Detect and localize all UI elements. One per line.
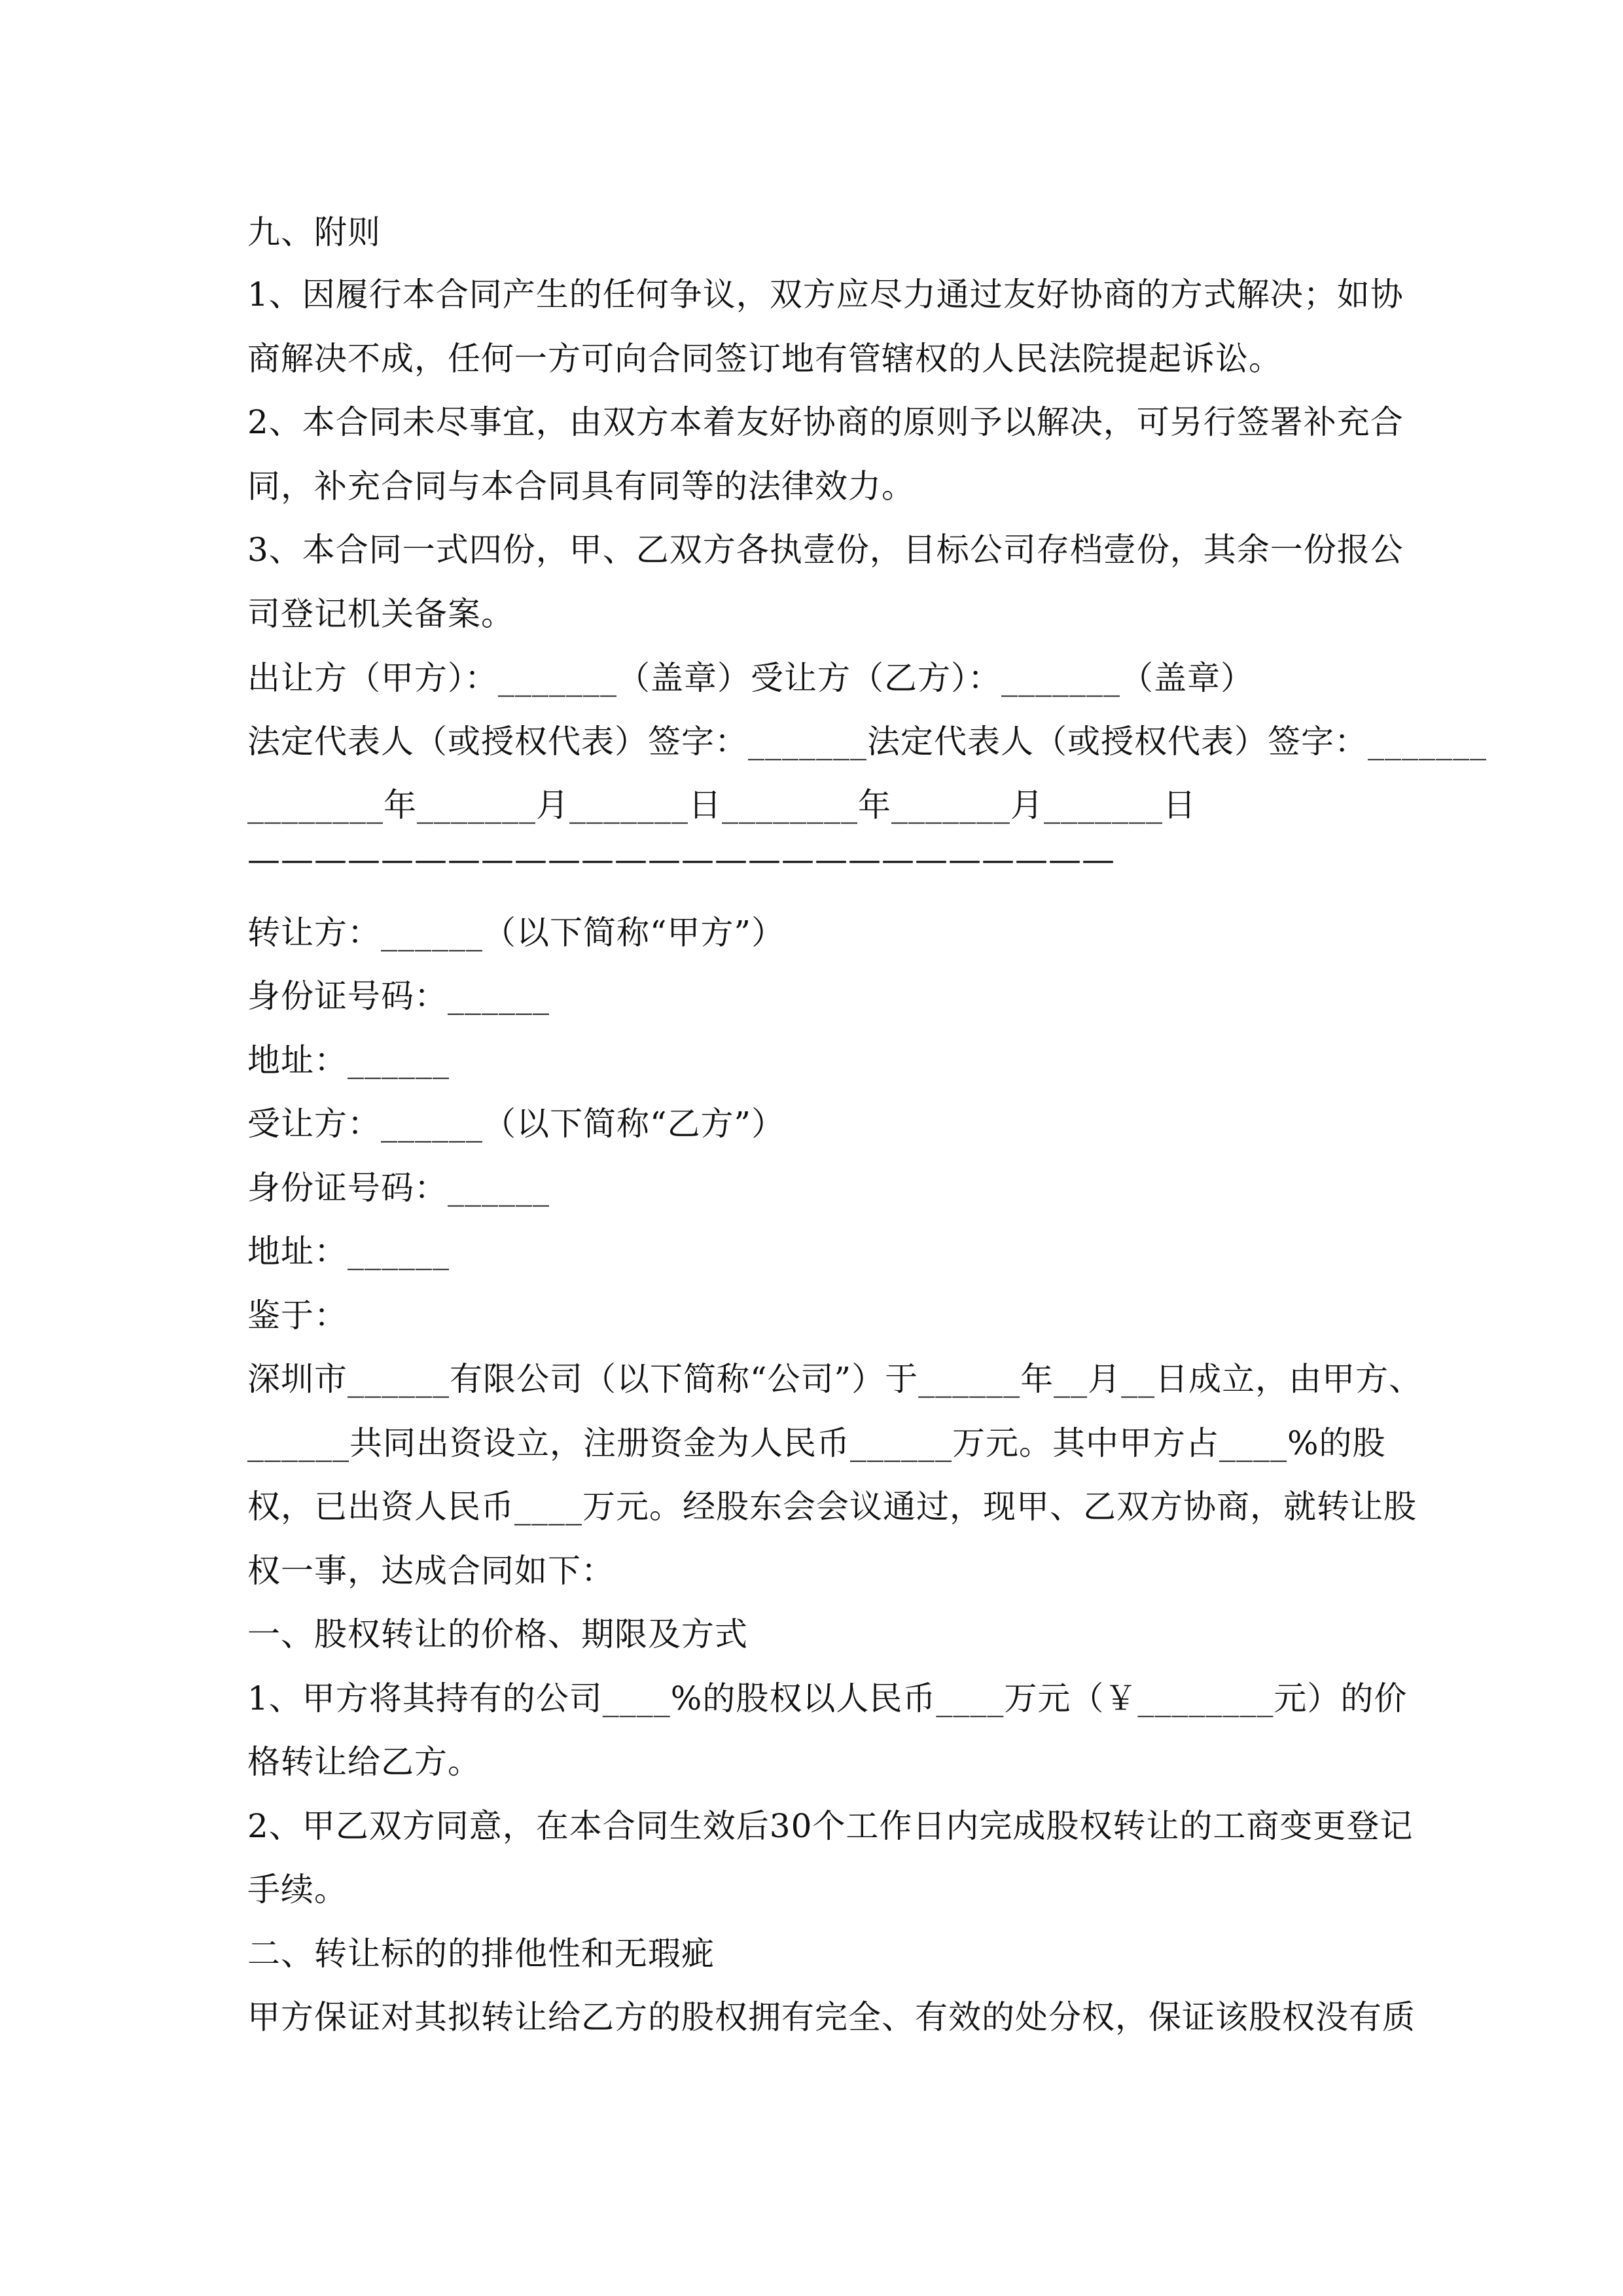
party-a-address: 地址：______ (247, 1041, 450, 1079)
party-b-address: 地址：______ (247, 1232, 450, 1270)
paragraph-line: 1、因履行本合同产生的任何争议，双方应尽力通过友好协商的方式解决；如协 (247, 276, 1404, 314)
party-a-name: 转让方：______（以下简称“甲方”） (247, 914, 785, 952)
separator-line: —————————————————————————— (247, 840, 1115, 878)
party-a-id-number: 身份证号码：______ (247, 977, 550, 1015)
paragraph-line: 司登记机关备案。 (247, 595, 514, 633)
paragraph-line: 权，已出资人民币____万元。经股东会会议通过，现甲、乙双方协商，就转让股 (247, 1488, 1417, 1526)
recitals-heading: 鉴于： (247, 1297, 348, 1335)
paragraph-line: ______共同出资设立，注册资金为人民币______万元。其中甲方占____%的股 (247, 1424, 1386, 1462)
paragraph-line: 同，补充合同与本合同具有同等的法律效力。 (247, 467, 915, 505)
paragraph-line: 1、甲方将其持有的公司____%的股权以人民币____万元（￥________元）的价 (247, 1679, 1408, 1717)
paragraph-line: 格转让给乙方。 (247, 1743, 481, 1781)
paragraph-line: 权一事，达成合同如下： (247, 1552, 615, 1590)
section-heading-appendix: 九、附则 (247, 213, 381, 251)
paragraph-line: 2、甲乙双方同意，在本合同生效后30个工作日内完成股权转让的工商变更登记 (247, 1807, 1414, 1845)
section-heading-transfer-price: 一、股权转让的价格、期限及方式 (247, 1615, 748, 1653)
paragraph-line: 甲方保证对其拟转让给乙方的股权拥有完全、有效的处分权，保证该股权没有质 (247, 1998, 1416, 2036)
paragraph-line: 2、本合同未尽事宜，由双方本着友好协商的原则予以解决，可另行签署补充合 (247, 403, 1404, 441)
paragraph-line: 手续。 (247, 1871, 348, 1909)
party-b-name: 受让方：______（以下简称“乙方”） (247, 1105, 785, 1143)
paragraph-line: 3、本合同一式四份，甲、乙双方各执壹份，目标公司存档壹份，其余一份报公 (247, 531, 1404, 569)
signature-line-representatives: 法定代表人（或授权代表）签字：_______法定代表人（或授权代表）签字：_______ (247, 723, 1487, 761)
party-b-id-number: 身份证号码：______ (247, 1169, 550, 1207)
signature-line-dates: ________年_______月_______日________年_______月_______日 (247, 786, 1196, 824)
paragraph-line: 深圳市______有限公司（以下简称“公司”）于______年__月__日成立，由甲方、 (247, 1360, 1423, 1398)
paragraph-line: 商解决不成，任何一方可向合同签订地有管辖权的人民法院提起诉讼。 (247, 340, 1282, 378)
section-heading-exclusivity: 二、转让标的的排他性和无瑕疵 (247, 1935, 715, 1973)
signature-line-parties: 出让方（甲方）：_______（盖章）受让方（乙方）：_______（盖章） (247, 659, 1254, 697)
